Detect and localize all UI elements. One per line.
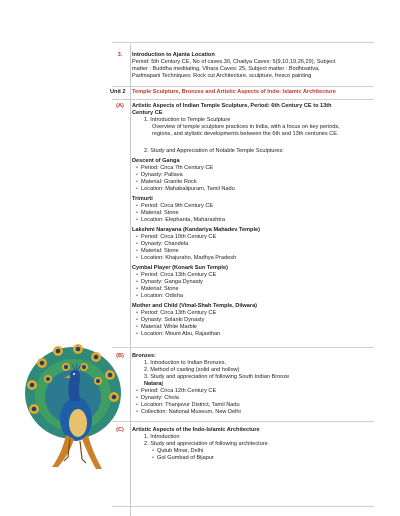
list-item: • Dynasty: Chandela xyxy=(132,241,372,248)
row-label: 3. xyxy=(117,52,123,58)
list-item: • Material: White Marble xyxy=(132,324,372,331)
list-item: 2. Method of casting (solid and hollow) xyxy=(144,367,240,373)
list-item: • Material: Stone xyxy=(132,248,372,255)
sculpture-name: Cymbal Player (Konark Sun Temple) xyxy=(132,265,228,271)
row-title: Introduction to Ajanta Location xyxy=(132,52,215,58)
row-content xyxy=(132,52,372,80)
description: regions, and stylistic developments between the 6th and 13th centuries CE. xyxy=(152,131,339,137)
list-item: • Dynasty: Solanki Dynasty xyxy=(132,317,372,324)
list-item: • Collection: National Museum, New Delhi xyxy=(132,409,372,416)
column-divider xyxy=(130,44,131,516)
list-item: 1. Introduction xyxy=(144,434,180,440)
bronze-name: Nataraj xyxy=(144,381,163,387)
list-item: 1. Introduction to Indian Bronzes. xyxy=(144,360,227,366)
table-rule xyxy=(112,99,374,100)
list-item: 2. Study and appreciation of following architecture xyxy=(144,441,268,447)
list-item: • Location: Mount Abu, Rajasthan xyxy=(132,331,372,338)
section-label: (B) xyxy=(116,353,124,359)
table-rule xyxy=(112,421,374,422)
section-title: Century CE xyxy=(132,110,163,116)
list-item: • Qutub Minar, Delhi xyxy=(132,448,372,455)
table-rule xyxy=(112,506,374,507)
section-label: (A) xyxy=(116,103,124,109)
table-rule xyxy=(112,347,374,348)
section-title: Artistic Aspects of the Indo-Islamic Architecture xyxy=(132,427,260,433)
section-label: (C) xyxy=(116,427,124,433)
section-content xyxy=(132,148,372,338)
section-content xyxy=(132,103,372,138)
section-content xyxy=(132,353,372,416)
list-item: 3. Study and appreciation of following South Indian Bronze xyxy=(144,374,290,380)
table-rule xyxy=(112,86,374,87)
list-item: • Dynasty: Pallava xyxy=(132,172,372,179)
unit-number: Unit 2 xyxy=(110,89,126,95)
table-rule xyxy=(112,42,374,43)
list-item: • Location: Elephanta, Maharashtra xyxy=(132,217,372,224)
unit-title: Temple Sculpture, Bronzes and Artistic Aspects of Indo- Islamic Architecture xyxy=(132,89,336,95)
row-line: Padmapani Techniques: Rock cut Architecture, sculpture, fresco painting xyxy=(132,73,312,79)
list-item: • Material: Stone xyxy=(132,210,372,217)
list-item: • Dynasty: Ganga Dynasty xyxy=(132,279,372,286)
list-item: • Location: Thanjavur District, Tamil Nadu xyxy=(132,402,372,409)
section-content xyxy=(132,427,372,462)
list-item: • Dynasty: Chola xyxy=(132,395,372,402)
list-item: • Period: Circa 10th Century CE xyxy=(132,234,372,241)
list-item: • Period: Circa 7th Century CE xyxy=(132,165,372,172)
list-item: • Material: Granite Rock xyxy=(132,179,372,186)
section-title: Artistic Aspects of Indian Temple Sculpture, Period: 6th Century CE to 13th xyxy=(132,103,332,109)
list-item: • Period: Circa 12th Century CE xyxy=(132,388,372,395)
row-line: Period: 5th Century CE, No of caves.30, Chaitya Caves: 5(9,10,19,26,29), Subject xyxy=(132,59,336,65)
section-title: Bronzes: xyxy=(132,353,156,359)
sculpture-name: Descent of Ganga xyxy=(132,158,180,164)
peacock-illustration xyxy=(22,335,124,475)
list-item: 2. Study and Appreciation of Notable Temple Sculptures: xyxy=(144,148,284,154)
list-item: • Period: Circa 9th Century CE xyxy=(132,203,372,210)
description: Overview of temple sculpture practices in India, with a focus on key periods, xyxy=(152,124,340,130)
list-item: • Period: Circa 13th Century CE xyxy=(132,272,372,279)
list-item: • Location: Khajuraho, Madhya Pradesh xyxy=(132,255,372,262)
list-item: • Period: Circa 13th Century CE xyxy=(132,310,372,317)
sculpture-name: Lakshmi Narayana (Kandariya Mahadev Temple) xyxy=(132,227,260,233)
list-item: • Material: Stone xyxy=(132,286,372,293)
sculpture-name: Trimurti xyxy=(132,196,153,202)
sculpture-name: Mother and Child (Vimal-Shah Temple, Dilwara) xyxy=(132,303,258,309)
list-item: • Gol Gumbad of Bijapur xyxy=(132,455,372,462)
list-item: 1. Introduction to Temple Sculpture xyxy=(144,117,231,123)
row-line: matter : Buddha meditating, Vihara Caves: 25, Subject matter : Bodhisattva, xyxy=(132,66,320,72)
list-item: • Location: Odisha xyxy=(132,293,372,300)
list-item: • Location: Mahabalipuram, Tamil Nadu xyxy=(132,186,372,193)
